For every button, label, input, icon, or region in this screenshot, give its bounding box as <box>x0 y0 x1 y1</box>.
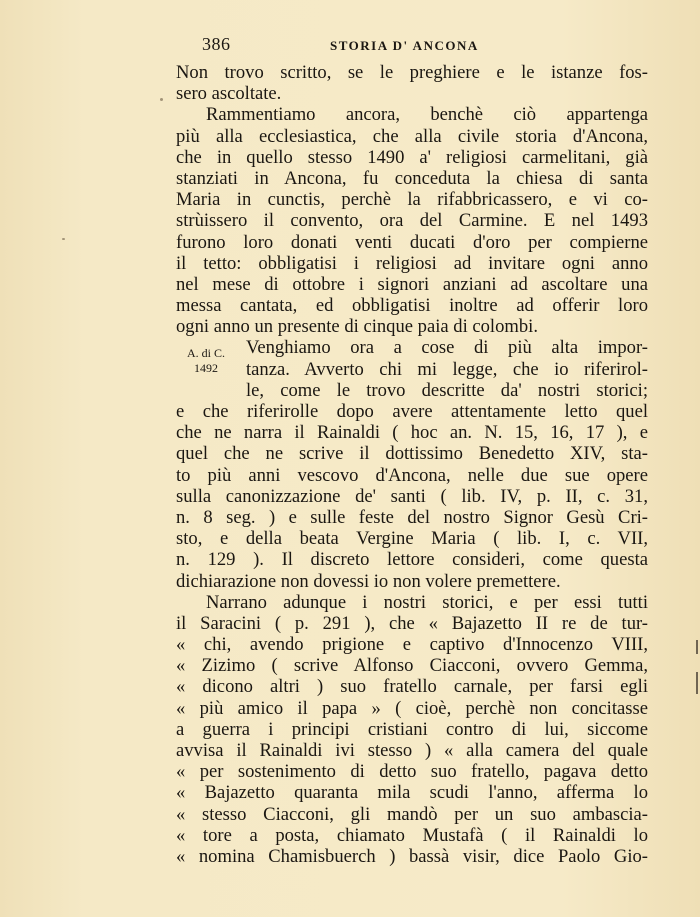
text-line: « nomina Chamisbuerch ) bassà visir, dice Paolo Gio- <box>176 845 648 867</box>
text-line: furono loro donati venti ducati d'oro per compierne <box>176 231 648 253</box>
text-line: nel mese di ottobre i signori anziani ad ascoltare una <box>176 273 648 295</box>
text-line: n. 8 seg. ) e sulle feste del nostro Signor Gesù Cri- <box>176 506 648 528</box>
text-line: il Saracini ( p. 291 ), che « Bajazetto II re de tur- <box>176 612 648 634</box>
text-line: « Bajazetto quaranta mila scudi l'anno, afferma lo <box>176 782 648 804</box>
text-line: stanziati in Ancona, fu conceduta la chiesa di santa <box>176 167 648 189</box>
margin-note-label: A. di C. <box>186 346 225 360</box>
text-line: strùissero il convento, ora del Carmine. E nel 1493 <box>176 210 648 232</box>
margin-note-year: 1492 <box>194 361 218 375</box>
page-header <box>180 34 630 58</box>
text-line: Venghiamo ora a cose di più alta impor- <box>246 337 648 359</box>
text-line: a guerra i principi cristiani contro di lui, siccome <box>176 718 648 740</box>
page-edge-mark <box>696 640 698 654</box>
body-text <box>176 62 648 867</box>
running-title: STORIA D' ANCONA <box>330 38 479 53</box>
text-line: Maria in cunctis, perchè la rifabbricassero, e vi co- <box>176 189 648 211</box>
text-line: Narrano adunque i nostri storici, e per essi tutti <box>206 591 648 613</box>
text-line: tanza. Avverto chi mi legge, che io riferirol- <box>246 358 648 380</box>
text-line: « Zizimo ( scrive Alfonso Ciacconi, ovvero Gemma, <box>176 655 648 677</box>
text-line: più alla ecclesiastica, che alla civile storia d'Ancona, <box>176 125 648 147</box>
text-line: « stesso Ciacconi, gli mandò per un suo ambascia- <box>176 803 648 825</box>
text-line: sero ascoltate. <box>176 83 282 105</box>
text-line: che in quello stesso 1490 a' religiosi carmelitani, già <box>176 146 648 168</box>
text-line: sto, e della beata Vergine Maria ( lib. I, c. VII, <box>176 528 648 550</box>
text-line: dichiarazione non dovessi io non volere premettere. <box>176 570 561 592</box>
text-line: « chi, avendo prigione e captivo d'Innocenzo VIII, <box>176 634 648 656</box>
text-line: che ne narra il Rainaldi ( hoc an. N. 15, 16, 17 ), e <box>176 422 648 444</box>
text-line: sulla canonizzazione de' santi ( lib. IV, p. II, c. 31, <box>176 485 648 507</box>
text-line: Non trovo scritto, se le preghiere e le istanze fos- <box>176 62 648 83</box>
text-line: Rammentiamo ancora, benchè ciò appartenga <box>206 104 648 126</box>
text-line: il tetto: obbligatisi i religiosi ad invitare ogni anno <box>176 252 648 274</box>
page-number: 386 <box>202 34 231 54</box>
text-line: « per sostenimento di detto suo fratello, pagava detto <box>176 761 648 783</box>
paper-speck <box>160 98 163 101</box>
text-line: ogni anno un presente di cinque paia di colombi. <box>176 316 538 338</box>
text-line: quel che ne scrive il dottissimo Benedetto XIV, sta- <box>176 443 648 465</box>
text-line: n. 129 ). Il discreto lettore consideri, come questa <box>176 549 648 571</box>
text-line: le, come le trovo descritte da' nostri storici; <box>246 379 648 401</box>
text-line: to più anni vescovo d'Ancona, nelle due sue opere <box>176 464 648 486</box>
page-edge-mark <box>696 672 698 694</box>
paper-speck <box>62 238 65 240</box>
text-line: avvisa il Rainaldi ivi stesso ) « alla camera del quale <box>176 740 648 761</box>
text-line: « più amico il papa » ( cioè, perchè non concitasse <box>176 697 648 719</box>
text-line: « tore a posta, chiamato Mustafà ( il Rainaldi lo <box>176 824 648 846</box>
text-line: messa cantata, ed obbligatisi inoltre ad offerir loro <box>176 295 648 317</box>
text-line: e che riferirolle dopo avere attentamente letto quel <box>176 401 648 422</box>
text-line: « dicono altri ) suo fratello carnale, per farsi egli <box>176 676 648 698</box>
